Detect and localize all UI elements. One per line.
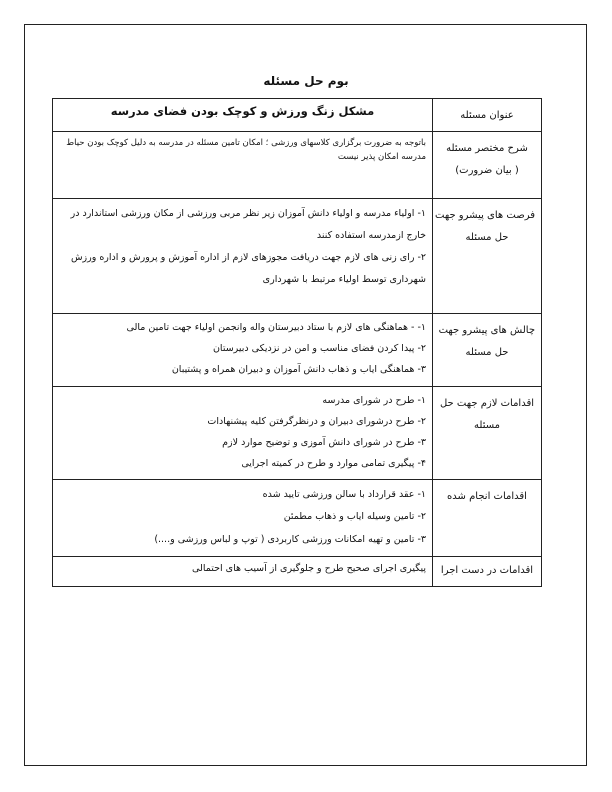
row-label-line: مسئله [474,420,500,431]
content-line: ۲- پیدا کردن فضای مناسب و امن در نزدیکی دبیرستان [212,342,426,354]
problem-title: مشکل زنگ ورزش و کوچک بودن فضای مدرسه [110,104,375,118]
table-row-challenges [53,314,542,387]
table-row-required-actions [53,387,542,480]
row-content [53,387,433,480]
content-line: ۳- طرح در شورای دانش آموزی و توضیح موارد لازم [222,436,426,448]
content-line: ۲- تامین وسیله ایاب و ذهاب مطمئن [283,511,426,523]
row-content [53,314,433,387]
row-label-line: حل مسئله [465,347,509,358]
content-line: پیگیری اجرای صحیح طرح و جلوگیری از آسیب های احتمالی [192,562,426,574]
row-label-line: چالش های پیشرو جهت [438,325,535,336]
problem-canvas-table [52,98,542,587]
content-line: ۳- تامین و تهیه امکانات ورزشی کاربردی ( توپ و لباس ورزشی و....) [154,534,426,546]
row-label-line: ( بیان ضرورت) [455,165,519,176]
row-label [433,132,542,199]
table-row-opportunities [53,199,542,314]
document-title: بوم حل مسئله [263,74,349,88]
content-line: باتوجه به ضرورت برگزاری کلاسهای ورزشی ؛ امکان تامین مسئله در مدرسه به دلیل کوچک بودن حیاط مدرسه امکان پذیر نیست [66,138,426,163]
row-label-line: شرح مختصر مسئله [446,143,528,154]
row-label [433,387,542,480]
row-label-line: فرصت های پیشرو جهت [435,210,535,221]
row-content [53,132,433,199]
row-content [53,479,433,556]
row-label [433,199,542,314]
content-line: ۲- طرح درشورای دبیران و درنظرگرفتن کلیه پیشنهادات [207,415,426,427]
row-label [433,314,542,387]
content-line: ۱- طرح در شورای مدرسه [322,395,426,406]
table-row-completed-actions [53,479,542,556]
table-row-description [53,132,542,199]
table-row-in-progress-actions [53,556,542,586]
content-line: ۳- هماهنگی ایاب و ذهاب دانش آموزان و دبیران همراه و پشتیبان [171,363,426,375]
row-label-line: اقدامات لازم جهت حل [439,398,535,409]
row-label: اقدامات انجام شده [433,479,542,556]
row-content [53,199,433,314]
content-line: ۲- رای زنی های لازم جهت دریافت مجوزهای لازم از اداره آموزش و پرورش و اداره ورزش شهرداری توسط اولیاء مرتبط با شهرداری [70,251,426,285]
row-content [53,99,433,132]
content-line: ۱- اولیاء مدرسه و اولیاء دانش آموزان زیر نظر مربی ورزشی از مکان ورزشی استاندارد در خارج ازمدرسه استفاده کنند [70,208,426,241]
row-label-line: حل مسئله [465,232,509,243]
row-label: عنوان مسئله [433,99,542,132]
row-label: اقدامات در دست اجرا [433,556,542,586]
row-content [53,556,433,586]
content-line: ۴- پیگیری تمامی موارد و طرح در کمیته اجرایی [241,457,426,469]
content-line: ۱- عقد قرارداد با سالن ورزشی تایید شده [262,488,426,500]
table-row-problem-title [53,99,542,132]
content-line: ۱- - هماهنگی های لازم با ستاد دبیرستان واله وانجمن اولیاء جهت تامین مالی [126,322,426,333]
